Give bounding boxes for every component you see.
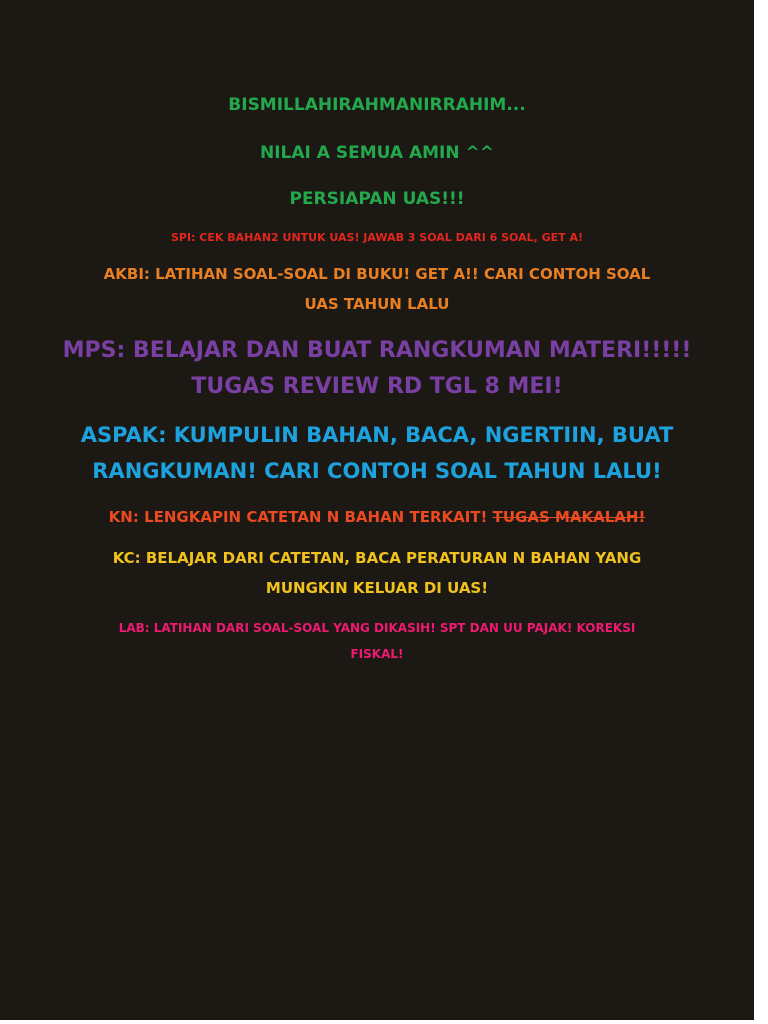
- heading-persiapan: PERSIAPAN UAS!!!: [289, 189, 465, 209]
- kn-note-strikethrough: TUGAS MAKALAH!: [492, 508, 646, 526]
- kc-note-line1: KC: BELAJAR DARI CATETAN, BACA PERATURAN N BAHAN YANG: [112, 549, 642, 567]
- aspak-note-line2: RANGKUMAN! CARI CONTOH SOAL TAHUN LALU!: [92, 459, 662, 483]
- spi-note: SPI: CEK BAHAN2 UNTUK UAS! JAWAB 3 SOAL DARI 6 SOAL, GET A!: [170, 231, 584, 244]
- heading-nilai: NILAI A SEMUA AMIN ^^: [259, 143, 495, 163]
- mps-note-line1: MPS: BELAJAR DAN BUAT RANGKUMAN MATERI!!!!!: [62, 338, 692, 363]
- heading-bismillah: BISMILLAHIRAHMANIRRAHIM...: [228, 95, 526, 115]
- akbi-note-line1: AKBI: LATIHAN SOAL-SOAL DI BUKU! GET A!! CARI CONTOH SOAL: [103, 265, 651, 283]
- lab-note-line1: LAB: LATIHAN DARI SOAL-SOAL YANG DIKASIH! SPT DAN UU PAJAK! KOREKSI: [118, 621, 636, 635]
- akbi-note-line2: UAS TAHUN LALU: [304, 295, 450, 313]
- mps-note-line2: TUGAS REVIEW RD TGL 8 MEI!: [191, 374, 563, 399]
- lab-note-line2: FISKAL!: [350, 647, 404, 661]
- kn-note-text: KN: LENGKAPIN CATETAN N BAHAN TERKAIT!: [108, 508, 493, 526]
- aspak-note-line1: ASPAK: KUMPULIN BAHAN, BACA, NGERTIIN, BUAT: [80, 423, 674, 447]
- kn-note: [0, 510, 754, 525]
- kc-note-line2: MUNGKIN KELUAR DI UAS!: [265, 579, 489, 597]
